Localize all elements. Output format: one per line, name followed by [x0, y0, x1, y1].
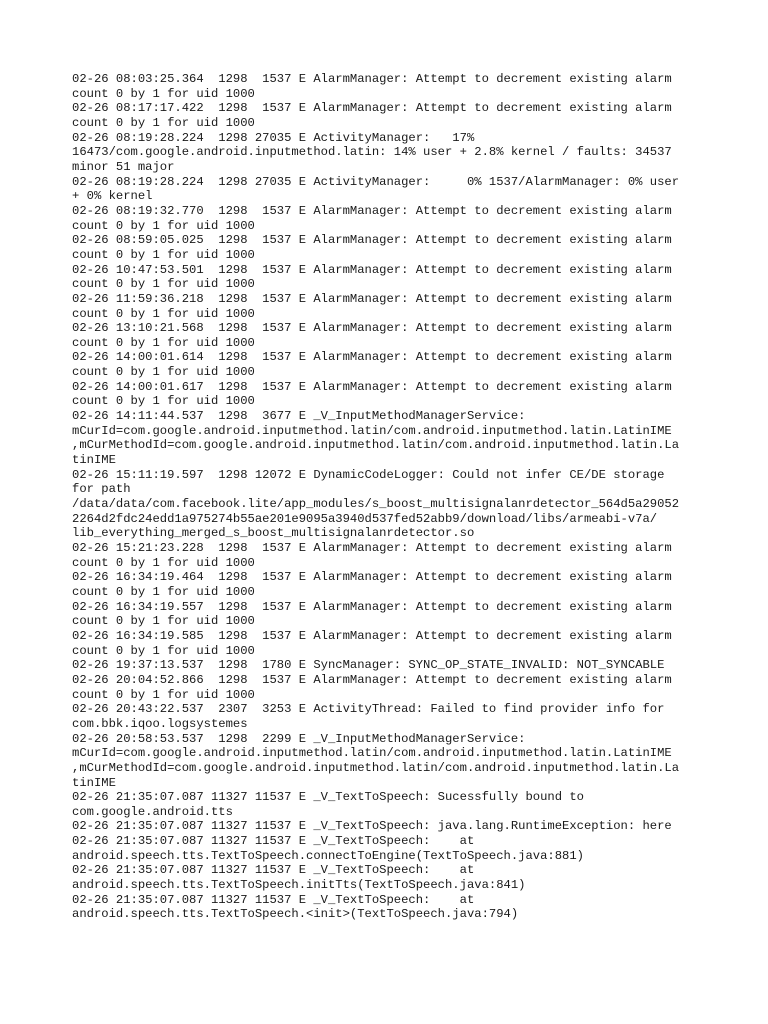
- log-line: android.speech.tts.TextToSpeech.initTts(TextToSpeech.java:841): [72, 878, 526, 893]
- log-line: count 0 by 1 for uid 1000: [72, 687, 255, 702]
- log-line: 02-26 08:19:32.770 1298 1537 E AlarmManager: Attempt to decrement existing alarm: [72, 203, 672, 218]
- log-line: ,mCurMethodId=com.google.android.inputmethod.latin/com.android.inputmethod.latin.La: [72, 438, 680, 453]
- log-line: 02-26 20:43:22.537 2307 3253 E ActivityThread: Failed to find provider info for: [72, 702, 665, 717]
- log-line: 02-26 14:11:44.537 1298 3677 E _V_InputMethodManagerService:: [72, 409, 526, 424]
- log-line: 02-26 21:35:07.087 11327 11537 E _V_TextToSpeech: at: [72, 834, 475, 849]
- log-line: minor 51 major: [72, 159, 175, 174]
- log-line: count 0 by 1 for uid 1000: [72, 247, 255, 262]
- log-line: tinIME: [72, 453, 116, 468]
- log-line: /data/data/com.facebook.lite/app_modules/s_boost_multisignalanrdetector_564d5a29052: [72, 497, 680, 512]
- log-line: count 0 by 1 for uid 1000: [72, 306, 255, 321]
- log-line: 2264d2fdc24edd1a975274b55ae201e9095a3940d537fed52abb9/download/libs/armeabi-v7a/: [72, 511, 658, 526]
- log-line: mCurId=com.google.android.inputmethod.latin/com.android.inputmethod.latin.LatinIME: [72, 746, 672, 761]
- log-line: 02-26 08:03:25.364 1298 1537 E AlarmManager: Attempt to decrement existing alarm: [72, 72, 672, 86]
- log-line: 02-26 16:34:19.585 1298 1537 E AlarmManager: Attempt to decrement existing alarm: [72, 628, 672, 643]
- log-line: 02-26 14:00:01.617 1298 1537 E AlarmManager: Attempt to decrement existing alarm: [72, 379, 672, 394]
- log-line: ,mCurMethodId=com.google.android.inputmethod.latin/com.android.inputmethod.latin.La: [72, 760, 680, 775]
- log-document: [72, 72, 702, 922]
- log-line: count 0 by 1 for uid 1000: [72, 365, 255, 380]
- log-line: + 0% kernel: [72, 189, 153, 204]
- log-line: count 0 by 1 for uid 1000: [72, 218, 255, 233]
- log-line: tinIME: [72, 775, 116, 790]
- log-line: for path: [72, 482, 131, 497]
- log-line: 02-26 08:19:28.224 1298 27035 E ActivityManager: 17%: [72, 130, 475, 145]
- log-line: 02-26 08:17:17.422 1298 1537 E AlarmManager: Attempt to decrement existing alarm: [72, 101, 672, 116]
- log-line: android.speech.tts.TextToSpeech.<init>(TextToSpeech.java:794): [72, 907, 519, 922]
- log-line: 02-26 15:21:23.228 1298 1537 E AlarmManager: Attempt to decrement existing alarm: [72, 541, 672, 555]
- log-line: mCurId=com.google.android.inputmethod.latin/com.android.inputmethod.latin.LatinIME: [72, 423, 672, 438]
- log-line: count 0 by 1 for uid 1000: [72, 394, 255, 409]
- log-line: count 0 by 1 for uid 1000: [72, 115, 255, 130]
- log-line: count 0 by 1 for uid 1000: [72, 555, 255, 570]
- log-line: 02-26 16:34:19.557 1298 1537 E AlarmManager: Attempt to decrement existing alarm: [72, 599, 672, 614]
- log-line: 02-26 21:35:07.087 11327 11537 E _V_TextToSpeech: at: [72, 863, 475, 878]
- log-line: 02-26 10:47:53.501 1298 1537 E AlarmManager: Attempt to decrement existing alarm: [72, 262, 672, 277]
- log-line: 02-26 21:35:07.087 11327 11537 E _V_TextToSpeech: java.lang.RuntimeException: here: [72, 819, 672, 834]
- log-line: com.bbk.iqoo.logsystemes: [72, 716, 248, 731]
- log-line: count 0 by 1 for uid 1000: [72, 277, 255, 292]
- log-line: 02-26 19:37:13.537 1298 1780 E SyncManager: SYNC_OP_STATE_INVALID: NOT_SYNCABLE: [72, 658, 665, 673]
- log-line: 02-26 20:58:53.537 1298 2299 E _V_InputMethodManagerService:: [72, 731, 526, 746]
- log-line: 02-26 08:59:05.025 1298 1537 E AlarmManager: Attempt to decrement existing alarm: [72, 233, 672, 248]
- log-line: count 0 by 1 for uid 1000: [72, 335, 255, 350]
- log-line: count 0 by 1 for uid 1000: [72, 614, 255, 629]
- log-line: 02-26 15:11:19.597 1298 12072 E DynamicCodeLogger: Could not infer CE/DE storage: [72, 467, 665, 482]
- log-line: 02-26 21:35:07.087 11327 11537 E _V_TextToSpeech: at: [72, 892, 475, 907]
- log-line: 02-26 21:35:07.087 11327 11537 E _V_TextToSpeech: Sucessfully bound to: [72, 790, 584, 805]
- log-line: com.google.android.tts: [72, 804, 233, 819]
- log-line: 16473/com.google.android.inputmethod.latin: 14% user + 2.8% kernel / faults: 34537: [72, 145, 672, 160]
- log-line: 02-26 08:19:28.224 1298 27035 E ActivityManager: 0% 1537/AlarmManager: 0% user: [72, 174, 680, 189]
- log-line: 02-26 20:04:52.866 1298 1537 E AlarmManager: Attempt to decrement existing alarm: [72, 672, 672, 687]
- log-line: android.speech.tts.TextToSpeech.connectToEngine(TextToSpeech.java:881): [72, 848, 584, 863]
- log-line: 02-26 11:59:36.218 1298 1537 E AlarmManager: Attempt to decrement existing alarm: [72, 291, 672, 306]
- log-line: 02-26 13:10:21.568 1298 1537 E AlarmManager: Attempt to decrement existing alarm: [72, 321, 672, 336]
- log-line: 02-26 14:00:01.614 1298 1537 E AlarmManager: Attempt to decrement existing alarm: [72, 350, 672, 365]
- log-line: count 0 by 1 for uid 1000: [72, 643, 255, 658]
- log-line: lib_everything_merged_s_boost_multisignalanrdetector.so: [72, 526, 475, 541]
- log-line: 02-26 16:34:19.464 1298 1537 E AlarmManager: Attempt to decrement existing alarm: [72, 570, 672, 585]
- log-line: count 0 by 1 for uid 1000: [72, 86, 255, 101]
- log-line: count 0 by 1 for uid 1000: [72, 584, 255, 599]
